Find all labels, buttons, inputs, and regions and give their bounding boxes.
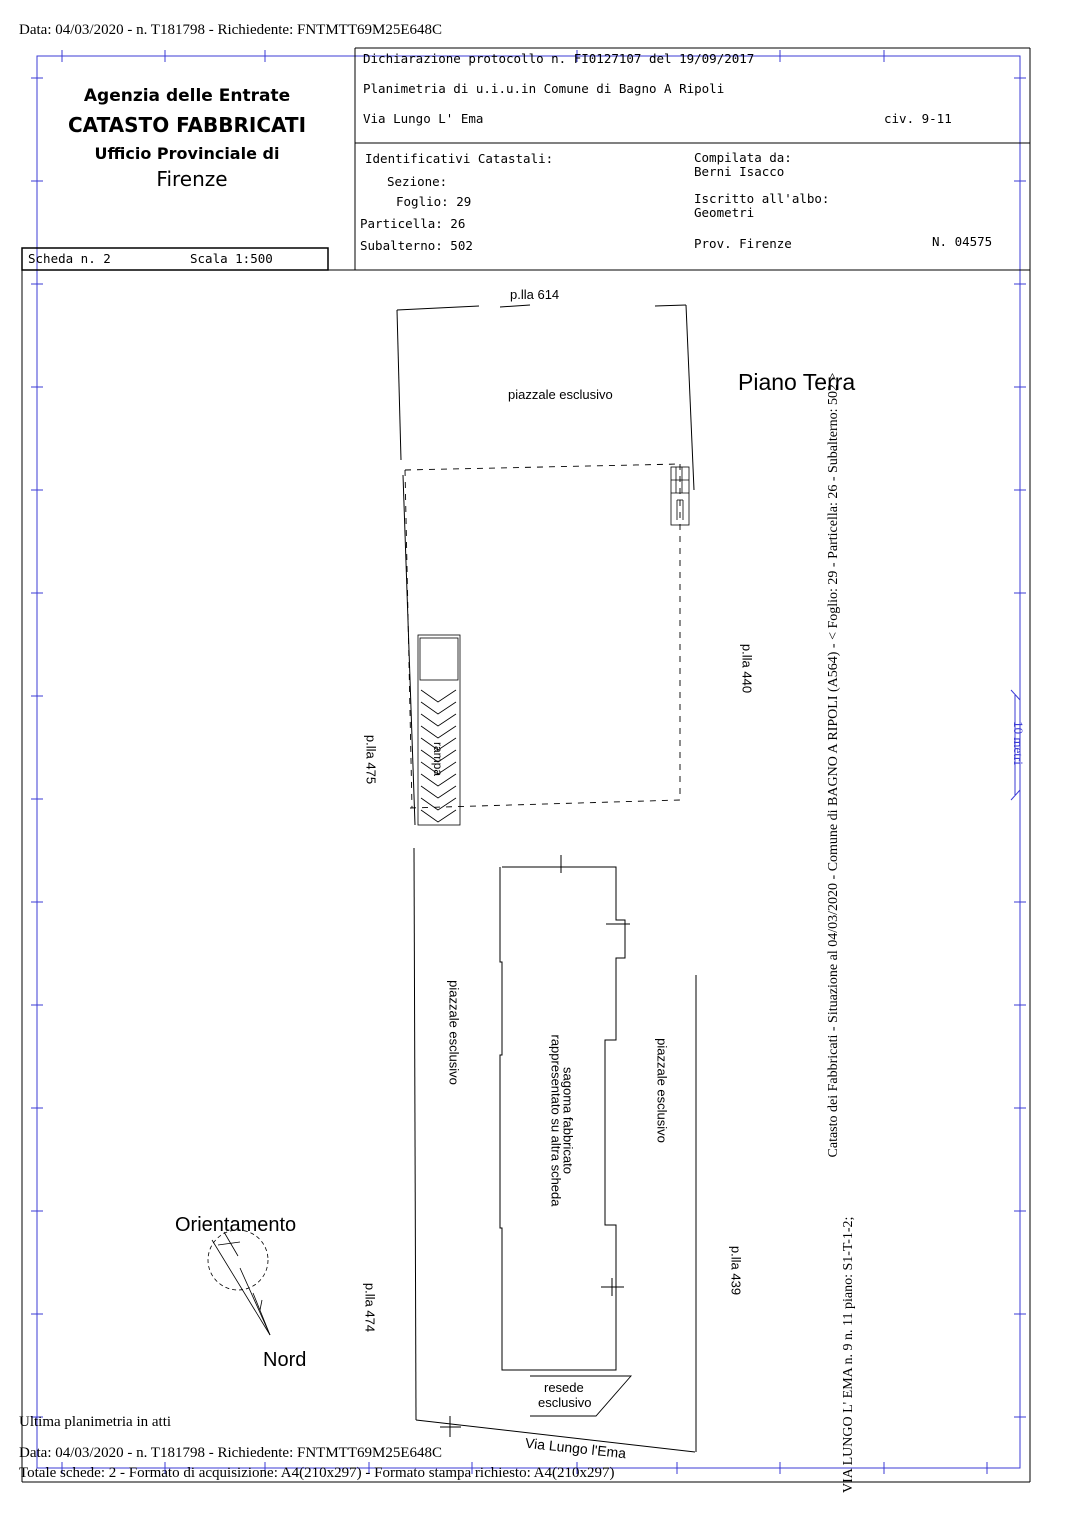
label-sagoma-2: rappresentato su altra scheda (548, 1034, 564, 1207)
compilata-name: Berni Isacco (694, 164, 785, 179)
identifier-sezione: Sezione: (387, 174, 448, 189)
label-piazzale-top: piazzale esclusivo (508, 387, 613, 402)
scale-bar-label: 10 metri (1011, 721, 1026, 765)
declaration-street: Via Lungo L' Ema (363, 111, 484, 126)
identifier-subalterno: Subalterno: 502 (360, 238, 473, 253)
header-frame (22, 48, 1030, 1482)
ramp (418, 635, 460, 825)
scheda-number: Scheda n. 2 (28, 251, 111, 266)
label-pla-474: p.lla 474 (362, 1282, 378, 1333)
footer-requester-line: Data: 04/03/2020 - n. T181798 - Richiedente: FNTMTT69M25E648C (19, 1445, 443, 1461)
label-pla-439: p.lla 439 (728, 1245, 744, 1296)
declaration-protocol: Dichiarazione protocollo n. FI0127107 del 19/09/2017 (363, 51, 755, 66)
blue-frame-ticks (31, 50, 1026, 1474)
label-resede: resede (544, 1380, 584, 1395)
agency-name: Agenzia delle Entrate (83, 86, 291, 106)
compass-orientamento: Orientamento (175, 1214, 297, 1236)
label-pla-440: p.lla 440 (739, 643, 755, 694)
plot-boundary (397, 305, 696, 1452)
side-address-line: VIA LUNGO L' EMA n. 9 n. 11 piano: S1-T-1-2; (841, 1216, 856, 1493)
declaration-planimetria: Planimetria di u.i.u.in Comune di Bagno A Ripoli (363, 81, 725, 96)
label-pla-475: p.lla 475 (363, 734, 379, 785)
footer-totale: Totale schede: 2 - Formato di acquisizione: A4(210x297) - Formato stampa richiesto: A4(210x297) (19, 1465, 615, 1481)
declaration-civic: civ. 9-11 (884, 111, 952, 126)
label-sagoma-1: sagoma fabbricato (560, 1067, 576, 1174)
province: Prov. Firenze (694, 236, 792, 251)
label-resede-esclusivo: esclusivo (538, 1395, 592, 1410)
identifier-particella: Particella: 26 (360, 216, 466, 231)
blue-frame (37, 56, 1020, 1468)
albo-number: N. 04575 (932, 234, 993, 249)
compass-icon (208, 1230, 270, 1335)
label-piazzale-left: piazzale esclusivo (446, 980, 462, 1085)
identifiers-title: Identificativi Catastali: (365, 151, 554, 166)
compilata-label: Compilata da: (694, 150, 792, 165)
iscritto-value: Geometri (694, 205, 755, 220)
label-via: Via Lungo l'Ema (524, 1434, 627, 1462)
label-pla-614: p.lla 614 (510, 287, 560, 302)
floor-title: Piano Terra (738, 369, 856, 395)
side-situation-line: Catasto dei Fabbricati - Situazione al 04/03/2020 - Comune di BAGNO A RIPOLI (A564) - < Foglio: 29 - Particella: 26 - Subalterno: 502 > (826, 372, 841, 1158)
scheda-scale: Scala 1:500 (190, 251, 273, 266)
office-ufficio: Ufficio Provinciale di (94, 144, 280, 163)
office-city: Firenze (156, 167, 228, 191)
label-piazzale-right: piazzale esclusivo (654, 1038, 670, 1143)
iscritto-label: Iscritto all'albo: (694, 191, 830, 206)
identifier-foglio: Foglio: 29 (396, 194, 472, 209)
header-requester-line: Data: 04/03/2020 - n. T181798 - Richiedente: FNTMTT69M25E648C (19, 22, 443, 38)
catasto-title: CATASTO FABBRICATI (67, 113, 307, 137)
label-rampa: rampa (431, 741, 445, 776)
compass-nord: Nord (263, 1349, 307, 1371)
footer-ultima: Ultima planimetria in atti (19, 1414, 172, 1430)
